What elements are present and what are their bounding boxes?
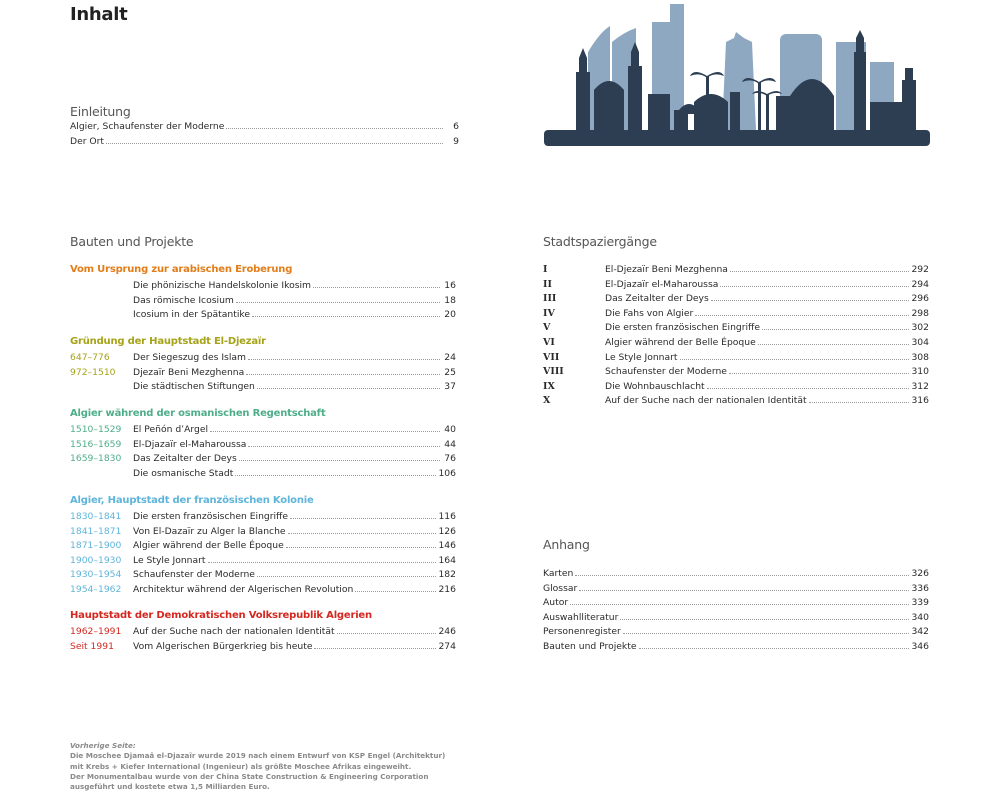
- toc-entry: [70, 625, 456, 640]
- appendix-heading: Anhang: [543, 537, 590, 552]
- toc-entry: [543, 351, 929, 366]
- entry-title: Der Siegeszug des Islam: [133, 352, 246, 363]
- dot-leader: [248, 446, 440, 447]
- entry-title: Die phönizische Handelskolonie Ikosim: [133, 280, 311, 291]
- entry-page-number: 336: [911, 582, 929, 594]
- toc-entry: [70, 120, 459, 135]
- caption-line: ausgeführt und kostete etwa 1,5 Milliarden Euro.: [70, 782, 270, 792]
- group-entries: [70, 625, 456, 654]
- toc-entry: [543, 596, 929, 611]
- bauten-heading: Bauten und Projekte: [70, 234, 194, 249]
- entry-title: Algier während der Belle Époque: [133, 540, 284, 552]
- entry-title: El-Djazaïr el-Maharoussa: [133, 438, 247, 450]
- entry-title: Vom Algerischen Bürgerkrieg bis heute: [133, 640, 313, 652]
- entry-page-number: 292: [911, 264, 929, 275]
- dot-leader: [246, 374, 440, 375]
- toc-entry: [543, 567, 929, 582]
- entry-title: Autor: [543, 597, 569, 609]
- entry-date: 1510–1529: [70, 424, 122, 435]
- toc-entry: [70, 279, 456, 294]
- group-entries: [70, 510, 456, 598]
- entry-page-number: 18: [444, 294, 456, 306]
- entry-page-number: 316: [911, 395, 929, 407]
- toc-entry: [543, 263, 929, 278]
- entry-date: Seit 1991: [70, 640, 114, 652]
- toc-entry: [543, 611, 929, 626]
- toc-entry: [70, 510, 456, 525]
- dot-leader: [695, 315, 909, 316]
- entry-date: 1930–1954: [70, 569, 122, 581]
- toc-entry: [70, 366, 456, 381]
- entry-page-number: 310: [911, 366, 929, 378]
- dot-leader: [286, 547, 437, 548]
- entry-page-number: 326: [911, 568, 929, 579]
- dot-leader: [257, 388, 440, 389]
- toc-entry: [543, 307, 929, 322]
- dot-leader: [288, 533, 437, 534]
- entry-page-number: 182: [438, 569, 456, 581]
- entry-title: El-Djazaïr el-Maharoussa: [605, 278, 719, 290]
- dot-leader: [248, 359, 440, 360]
- toc-entry: [543, 365, 929, 380]
- toc-entry: [543, 336, 929, 351]
- toc-entry: [70, 294, 456, 309]
- entry-title: El Peñón d’Argel: [133, 424, 209, 435]
- entry-numeral: III: [543, 293, 557, 305]
- entry-date: 1841–1871: [70, 525, 122, 537]
- entry-title: Le Style Jonnart: [605, 351, 678, 363]
- entry-page-number: 126: [438, 525, 456, 537]
- entry-date: 1516–1659: [70, 438, 122, 450]
- group-heading: Algier, Hauptstadt der französischen Kolonie: [70, 495, 314, 506]
- entry-page-number: 44: [444, 438, 456, 450]
- toc-entry: [70, 423, 456, 438]
- dot-leader: [729, 373, 910, 374]
- dot-leader: [639, 648, 910, 649]
- toc-entry: [70, 135, 459, 150]
- entry-page-number: 76: [444, 453, 456, 465]
- group-entries: [70, 423, 456, 481]
- walks-heading: Stadtspaziergänge: [543, 234, 657, 249]
- entry-title: Die ersten französischen Eingriffe: [133, 511, 289, 522]
- toc-entry: [543, 292, 929, 307]
- entry-title: Die osmanische Stadt: [133, 467, 234, 479]
- entry-title: Architektur während der Algerischen Revolution: [133, 583, 354, 595]
- entry-title: El-Djezaïr Beni Mezghenna: [605, 264, 728, 275]
- entry-page-number: 40: [444, 424, 456, 435]
- dot-leader: [235, 475, 436, 476]
- caption-line: Der Monumentalbau wurde von der China State Construction & Engineering Corporation: [70, 771, 429, 781]
- dot-leader: [575, 575, 909, 576]
- entry-title: Le Style Jonnart: [133, 554, 206, 566]
- entry-title: Bauten und Projekte: [543, 640, 637, 652]
- entry-title: Schaufenster der Moderne: [605, 366, 727, 378]
- entry-page-number: 37: [444, 381, 456, 393]
- entry-page-number: 302: [911, 322, 929, 334]
- entry-page-number: 296: [911, 293, 929, 305]
- entry-date: 1900–1930: [70, 554, 122, 566]
- entry-date: 1659–1830: [70, 453, 122, 465]
- dot-leader: [570, 604, 909, 605]
- entry-page-number: 274: [438, 640, 456, 652]
- entry-page-number: 20: [444, 309, 456, 321]
- entry-page-number: 304: [911, 336, 929, 348]
- entry-numeral: I: [543, 264, 548, 275]
- entry-page-number: 294: [911, 278, 929, 290]
- entry-title: Schaufenster der Moderne: [133, 569, 255, 581]
- entry-title: Die Wohnbauschlacht: [605, 380, 705, 392]
- entry-page-number: 298: [911, 307, 929, 319]
- entry-title: Das Zeitalter der Deys: [605, 293, 709, 305]
- toc-entry: [543, 625, 929, 640]
- entry-page-number: 24: [444, 352, 456, 363]
- caption-line: Die Moschee Djamaâ el-Djazaïr wurde 2019 nach einem Entwurf von KSP Engel (Architektur): [70, 751, 446, 761]
- toc-entry: [543, 582, 929, 597]
- entry-numeral: IX: [543, 380, 555, 392]
- dot-leader: [623, 633, 910, 634]
- algiers-skyline-illustration: [544, 2, 930, 146]
- entry-page-number: 106: [438, 467, 456, 479]
- entry-numeral: X: [543, 395, 551, 407]
- dot-leader: [210, 431, 440, 432]
- dot-leader: [720, 286, 909, 287]
- entry-numeral: VII: [543, 351, 560, 363]
- dot-leader: [226, 128, 443, 129]
- entry-numeral: VIII: [543, 366, 564, 378]
- entry-page-number: 340: [911, 611, 929, 623]
- dot-leader: [730, 271, 910, 272]
- dot-leader: [106, 143, 443, 144]
- entry-page-number: 16: [444, 280, 456, 291]
- group-entries: [70, 351, 456, 395]
- entry-date: 972–1510: [70, 366, 116, 378]
- entry-page-number: 9: [453, 135, 459, 147]
- entry-title: Djezaïr Beni Mezghenna: [133, 366, 245, 378]
- photo-caption: [70, 741, 445, 792]
- entry-numeral: II: [543, 278, 552, 290]
- toc-entry: [70, 438, 456, 453]
- caption-heading: Vorherige Seite:: [70, 741, 136, 750]
- entry-page-number: 246: [438, 626, 456, 637]
- entry-numeral: IV: [543, 307, 555, 319]
- entry-page-number: 146: [438, 540, 456, 552]
- entry-page-number: 312: [911, 380, 929, 392]
- entry-title: Der Ort: [70, 135, 105, 147]
- dot-leader: [208, 562, 437, 563]
- entry-page-number: 216: [438, 583, 456, 595]
- entry-date: 1830–1841: [70, 511, 122, 522]
- toc-entry: [70, 351, 456, 366]
- dot-leader: [290, 518, 436, 519]
- toc-entry: [543, 394, 929, 409]
- appendix-list: [543, 567, 929, 655]
- entry-title: Die städtischen Stiftungen: [133, 381, 255, 393]
- entry-title: Das römische Icosium: [133, 294, 234, 306]
- entry-title: Karten: [543, 568, 574, 579]
- entry-title: Die ersten französischen Eingriffe: [605, 322, 761, 334]
- entry-title: Algier, Schaufenster der Moderne: [70, 121, 225, 132]
- toc-entry: [70, 525, 456, 540]
- entry-title: Von El-Dazaïr zu Alger la Blanche: [133, 525, 286, 537]
- entry-page-number: 25: [444, 366, 456, 378]
- dot-leader: [252, 316, 440, 317]
- dot-leader: [257, 576, 437, 577]
- toc-entry: [70, 554, 456, 569]
- entry-numeral: VI: [543, 336, 555, 348]
- toc-entry: [543, 321, 929, 336]
- intro-heading: Einleitung: [70, 104, 131, 119]
- entry-title: Glossar: [543, 582, 578, 594]
- entry-page-number: 308: [911, 351, 929, 363]
- dot-leader: [707, 388, 910, 389]
- group-heading: Algier während der osmanischen Regentschaft: [70, 408, 326, 419]
- toc-entry: [70, 568, 456, 583]
- entry-page-number: 339: [911, 597, 929, 609]
- entry-page-number: 164: [438, 554, 456, 566]
- dot-leader: [579, 590, 909, 591]
- page-title: Inhalt: [70, 4, 128, 25]
- group-entries: [70, 279, 456, 323]
- dot-leader: [314, 648, 436, 649]
- toc-entry: [70, 452, 456, 467]
- entry-title: Personenregister: [543, 626, 621, 638]
- entry-page-number: 346: [911, 640, 929, 652]
- entry-title: Auf der Suche nach der nationalen Identität: [133, 626, 335, 637]
- entry-title: Auswahlliteratur: [543, 611, 619, 623]
- dot-leader: [313, 287, 440, 288]
- entry-date: 1871–1900: [70, 540, 122, 552]
- entry-numeral: V: [543, 322, 551, 334]
- entry-title: Die Fahs von Algier: [605, 307, 694, 319]
- caption-line: mit Krebs + Kiefer International (Ingenieur) als größte Moschee Afrikas eingeweiht.: [70, 761, 412, 771]
- entry-date: 647–776: [70, 352, 110, 363]
- dot-leader: [337, 633, 437, 634]
- toc-entry: [70, 583, 456, 598]
- toc-entry: [70, 308, 456, 323]
- walks-list: [543, 263, 929, 409]
- toc-entry: [70, 539, 456, 554]
- dot-leader: [239, 460, 440, 461]
- toc-entry: [70, 640, 456, 655]
- toc-entry: [543, 278, 929, 293]
- entry-page-number: 342: [911, 626, 929, 638]
- entry-page-number: 6: [453, 121, 459, 132]
- toc-entry: [70, 467, 456, 482]
- group-heading: Vom Ursprung zur arabischen Eroberung: [70, 264, 293, 275]
- group-heading: Hauptstadt der Demokratischen Volksrepublik Algerien: [70, 610, 372, 621]
- dot-leader: [809, 402, 910, 403]
- entry-title: Icosium in der Spätantike: [133, 309, 251, 321]
- entry-title: Algier während der Belle Époque: [605, 336, 756, 348]
- entry-title: Auf der Suche nach der nationalen Identität: [605, 395, 807, 407]
- entry-page-number: 116: [438, 511, 456, 522]
- dot-leader: [355, 591, 436, 592]
- group-heading: Gründung der Hauptstadt El-Djezaïr: [70, 336, 266, 347]
- dot-leader: [680, 359, 910, 360]
- intro-list: [70, 120, 459, 149]
- dot-leader: [236, 302, 440, 303]
- dot-leader: [620, 619, 909, 620]
- toc-entry: [543, 380, 929, 395]
- dot-leader: [762, 329, 909, 330]
- entry-date: 1962–1991: [70, 626, 122, 637]
- toc-entry: [543, 640, 929, 655]
- dot-leader: [711, 300, 910, 301]
- toc-entry: [70, 380, 456, 395]
- dot-leader: [758, 344, 910, 345]
- entry-date: 1954–1962: [70, 583, 122, 595]
- entry-title: Das Zeitalter der Deys: [133, 453, 237, 465]
